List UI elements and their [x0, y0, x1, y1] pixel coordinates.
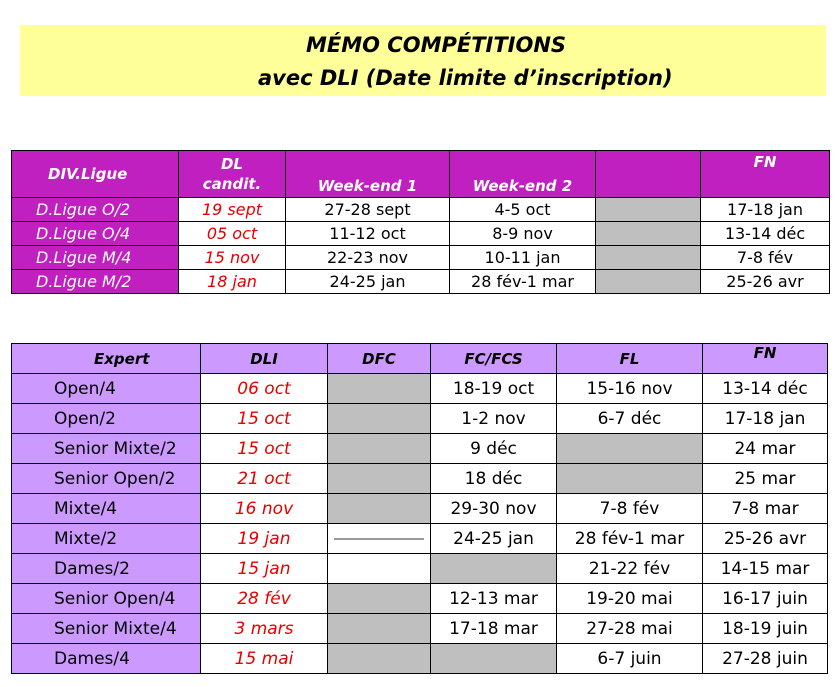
- table-row: [12, 404, 828, 434]
- header-fl: FL: [557, 344, 703, 374]
- weekend2-cell: 28 fév-1 mar: [450, 270, 596, 294]
- header-empty: [596, 151, 701, 198]
- table-row: [12, 270, 830, 294]
- category-cell: Dames/2: [12, 554, 201, 584]
- table-row: [12, 584, 828, 614]
- dfc-cell: [328, 524, 431, 554]
- category-cell: Mixte/2: [12, 524, 201, 554]
- dfc-cell: [328, 434, 431, 464]
- dli-cell: 21 oct: [201, 464, 328, 494]
- dli-cell: 15 jan: [201, 554, 328, 584]
- header-division: DIV.Ligue: [12, 151, 179, 198]
- gray-cell: [596, 222, 701, 246]
- dl-cell: 15 nov: [179, 246, 286, 270]
- fn-cell: 13-14 déc: [701, 222, 830, 246]
- table-row: [12, 246, 830, 270]
- header-dl-line1: DL: [220, 155, 243, 173]
- fn-cell: 17-18 jan: [703, 404, 828, 434]
- table-row: [12, 644, 828, 674]
- dli-cell: 28 fév: [201, 584, 328, 614]
- weekend1-cell: 22-23 nov: [286, 246, 450, 270]
- dl-cell: 05 oct: [179, 222, 286, 246]
- fn-cell: 16-17 juin: [703, 584, 828, 614]
- gray-cell: [596, 198, 701, 222]
- dli-cell: 15 oct: [201, 434, 328, 464]
- fn-cell: 14-15 mar: [703, 554, 828, 584]
- fcfcs-cell: 24-25 jan: [431, 524, 557, 554]
- fcfcs-cell: 12-13 mar: [431, 584, 557, 614]
- fn-cell: 24 mar: [703, 434, 828, 464]
- table-row: [12, 614, 828, 644]
- fl-cell: [557, 434, 703, 464]
- category-cell: Open/2: [12, 404, 201, 434]
- header-weekend2: Week-end 2: [450, 151, 596, 198]
- dfc-cell: [328, 614, 431, 644]
- header-fn: FN: [701, 151, 830, 198]
- weekend2-cell: 8-9 nov: [450, 222, 596, 246]
- division-cell: D.Ligue O/4: [12, 222, 179, 246]
- fl-cell: 28 fév-1 mar: [557, 524, 703, 554]
- fn-cell: 17-18 jan: [701, 198, 830, 222]
- category-cell: Dames/4: [12, 644, 201, 674]
- division-cell: D.Ligue O/2: [12, 198, 179, 222]
- dli-cell: 15 mai: [201, 644, 328, 674]
- fl-cell: 19-20 mai: [557, 584, 703, 614]
- fl-cell: 6-7 juin: [557, 644, 703, 674]
- header-fn: FN: [703, 344, 828, 374]
- ligue-table: [11, 150, 830, 294]
- table-row: [12, 464, 828, 494]
- header-dli: DLI: [201, 344, 328, 374]
- dfc-cell: [328, 644, 431, 674]
- table-row: [12, 524, 828, 554]
- dli-cell: 16 nov: [201, 494, 328, 524]
- table-row: [12, 434, 828, 464]
- fn-cell: 13-14 déc: [703, 374, 828, 404]
- title-banner: [20, 25, 826, 96]
- category-cell: Senior Open/4: [12, 584, 201, 614]
- category-cell: Open/4: [12, 374, 201, 404]
- dfc-cell: [328, 404, 431, 434]
- fn-cell: 25-26 avr: [703, 524, 828, 554]
- weekend1-cell: 11-12 oct: [286, 222, 450, 246]
- fn-cell: 25-26 avr: [701, 270, 830, 294]
- fl-cell: [557, 464, 703, 494]
- fn-cell: 7-8 fév: [701, 246, 830, 270]
- fl-cell: 15-16 nov: [557, 374, 703, 404]
- expert-header-row: [12, 344, 828, 374]
- page-title: MÉMO COMPÉTITIONS: [306, 33, 567, 57]
- fcfcs-cell: 29-30 nov: [431, 494, 557, 524]
- table-row: [12, 198, 830, 222]
- dfc-cell: [328, 374, 431, 404]
- header-dl: [179, 151, 286, 198]
- fn-cell: 7-8 mar: [703, 494, 828, 524]
- fn-cell: 27-28 juin: [703, 644, 828, 674]
- category-cell: Senior Mixte/4: [12, 614, 201, 644]
- fl-cell: 6-7 déc: [557, 404, 703, 434]
- header-dfc: DFC: [328, 344, 431, 374]
- dli-cell: 19 jan: [201, 524, 328, 554]
- weekend1-cell: 27-28 sept: [286, 198, 450, 222]
- ligue-header-row: [12, 151, 830, 198]
- page-subtitle: avec DLI (Date limite d’inscription): [258, 66, 673, 90]
- dfc-cell: [328, 464, 431, 494]
- dli-cell: 06 oct: [201, 374, 328, 404]
- fn-cell: 18-19 juin: [703, 614, 828, 644]
- table-row: [12, 494, 828, 524]
- dfc-cell: [328, 494, 431, 524]
- fcfcs-cell: 1-2 nov: [431, 404, 557, 434]
- header-expert: Expert: [12, 344, 201, 374]
- table-row: [12, 554, 828, 584]
- fcfcs-cell: [431, 644, 557, 674]
- dfc-cell: [328, 584, 431, 614]
- dli-cell: 3 mars: [201, 614, 328, 644]
- dl-cell: 18 jan: [179, 270, 286, 294]
- dfc-strike-line: [334, 538, 424, 540]
- fcfcs-cell: 18-19 oct: [431, 374, 557, 404]
- weekend2-cell: 10-11 jan: [450, 246, 596, 270]
- gray-cell: [596, 270, 701, 294]
- dfc-cell: [328, 554, 431, 584]
- category-cell: Mixte/4: [12, 494, 201, 524]
- weekend2-cell: 4-5 oct: [450, 198, 596, 222]
- fl-cell: 27-28 mai: [557, 614, 703, 644]
- expert-table: [11, 343, 828, 674]
- fcfcs-cell: 18 déc: [431, 464, 557, 494]
- category-cell: Senior Mixte/2: [12, 434, 201, 464]
- header-dl-line2: candit.: [202, 175, 262, 193]
- fl-cell: 21-22 fév: [557, 554, 703, 584]
- gray-cell: [596, 246, 701, 270]
- category-cell: Senior Open/2: [12, 464, 201, 494]
- division-cell: D.Ligue M/2: [12, 270, 179, 294]
- dli-cell: 15 oct: [201, 404, 328, 434]
- table-row: [12, 222, 830, 246]
- division-cell: D.Ligue M/4: [12, 246, 179, 270]
- header-fcfcs: FC/FCS: [431, 344, 557, 374]
- fl-cell: 7-8 fév: [557, 494, 703, 524]
- fcfcs-cell: 9 déc: [431, 434, 557, 464]
- fcfcs-cell: 17-18 mar: [431, 614, 557, 644]
- weekend1-cell: 24-25 jan: [286, 270, 450, 294]
- header-weekend1: Week-end 1: [286, 151, 450, 198]
- fn-cell: 25 mar: [703, 464, 828, 494]
- table-row: [12, 374, 828, 404]
- fcfcs-cell: [431, 554, 557, 584]
- dl-cell: 19 sept: [179, 198, 286, 222]
